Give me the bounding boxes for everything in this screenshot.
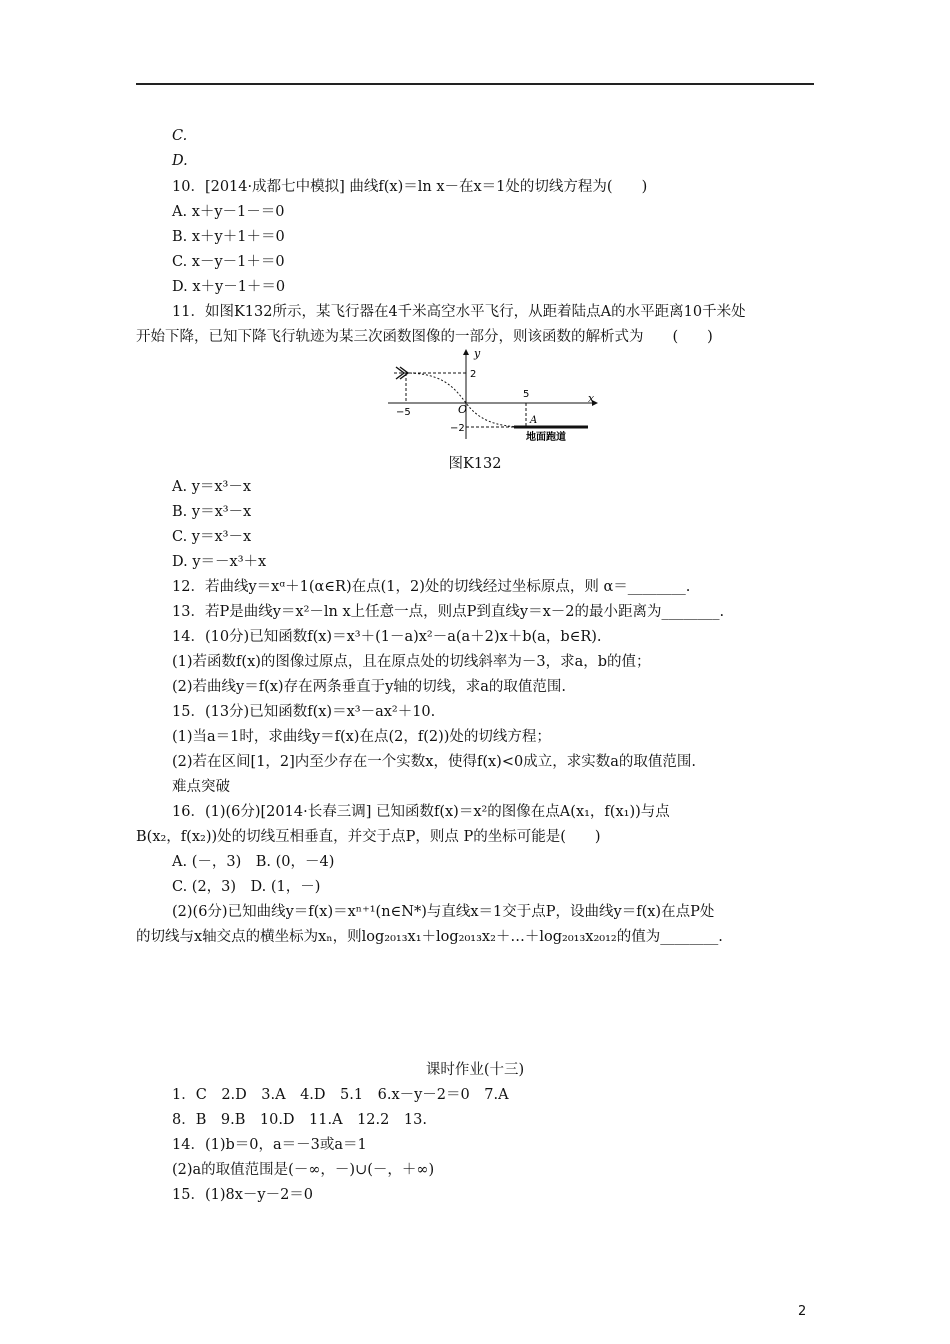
option-c-q9: C.	[172, 128, 188, 144]
x-axis-label: x	[588, 392, 595, 405]
section-heading: 难点突破	[172, 779, 230, 795]
question-10: 10．[2014·成都七中模拟] 曲线f(x)＝ln x－在x＝1处的切线方程为( )	[172, 179, 648, 195]
question-11-line2: 开始下降，已知下降飞行轨迹为某三次函数图像的一部分，则该函数的解析式为 ( )	[136, 329, 713, 345]
question-13: 13．若P是曲线y＝x²－ln x上任意一点，则点P到直线y＝x－2的最小距离为________.	[172, 604, 725, 620]
question-15: 15．(13分)已知函数f(x)＝x³－ax²＋10.	[172, 704, 436, 720]
trajectory-graph	[384, 347, 604, 447]
option-a-q11: A. y＝x³－x	[172, 479, 252, 495]
question-15-part1: (1)当a＝1时，求曲线y＝f(x)在点(2，f(2))处的切线方程；	[172, 729, 551, 745]
question-16-options-cd: C. (2，3) D. (1，－)	[172, 879, 321, 895]
question-16-part2-line1: (2)(6分)已知曲线y＝f(x)＝xⁿ⁺¹(n∈N*)与直线x＝1交于点P，设曲线y＝f(x)在点P处	[172, 904, 715, 920]
header-rule	[136, 83, 814, 85]
question-12: 12．若曲线y＝xᵅ＋1(α∈R)在点(1，2)处的切线经过坐标原点，则 α＝________.	[172, 579, 691, 595]
option-b-q11: B. y＝x³－x	[172, 504, 252, 520]
page-number: 2	[798, 1304, 807, 1319]
option-d-q10: D. x＋y－1＋＝0	[172, 279, 286, 295]
option-d-q11: D. y＝－x³＋x	[172, 554, 267, 570]
point-a-label: A	[530, 415, 538, 426]
runway-label: 地面跑道	[526, 432, 566, 443]
answer-line: 14．(1)b＝0，a＝－3或a＝1	[172, 1137, 367, 1153]
option-c-q11: C. y＝x³－x	[172, 529, 252, 545]
question-16-line1: 16．(1)(6分)[2014·长春三调] 已知函数f(x)＝x²的图像在点A(x₁，f(x₁))与点	[172, 804, 670, 820]
x-tick-left: −5	[396, 407, 411, 418]
x-tick-right: 5	[523, 389, 530, 400]
trajectory-figure	[384, 347, 604, 447]
question-16-part2-line2: 的切线与x轴交点的横坐标为xₙ，则log₂₀₁₃x₁＋log₂₀₁₃x₂＋…＋log₂₀₁₃x₂₀₁₂的值为________.	[136, 929, 723, 945]
option-b-q10: B. x＋y＋1＋＝0	[172, 229, 285, 245]
option-d-q9: D.	[172, 153, 188, 169]
answer-line: 15．(1)8x－y－2＝0	[172, 1187, 314, 1203]
answer-line: 8．B 9.B 10.D 11.A 12.2 13.	[172, 1112, 427, 1128]
answers-title: 课时作业(十三)	[425, 1062, 525, 1078]
y-tick-top: 2	[470, 369, 477, 380]
question-14: 14．(10分)已知函数f(x)＝x³＋(1－a)x²－a(a＋2)x＋b(a，b∈R).	[172, 629, 602, 645]
figure-caption: 图K132	[448, 456, 502, 472]
question-16-line2: B(x₂，f(x₂))处的切线互相垂直，并交于点P，则点 P的坐标可能是( )	[136, 829, 601, 845]
question-16-options-ab: A. (－，3) B. (0，－4)	[172, 854, 335, 870]
origin-label: O	[458, 403, 468, 416]
question-15-part2: (2)若在区间[1，2]内至少存在一个实数x，使得f(x)<0成立，求实数a的取值范围.	[172, 754, 696, 770]
y-tick-bottom: −2	[450, 423, 465, 434]
question-11-line1: 11．如图K132所示，某飞行器在4千米高空水平飞行，从距着陆点A的水平距离10千米处	[172, 304, 746, 320]
option-c-q10: C. x－y－1＋＝0	[172, 254, 285, 270]
option-a-q10: A. x＋y－1－＝0	[172, 204, 285, 220]
answer-line: (2)a的取值范围是(－∞，－)∪(－，＋∞)	[172, 1162, 435, 1178]
question-14-part2: (2)若曲线y＝f(x)存在两条垂直于y轴的切线，求a的取值范围.	[172, 679, 567, 695]
y-axis-label: y	[474, 347, 481, 360]
question-14-part1: (1)若函数f(x)的图像过原点，且在原点处的切线斜率为－3，求a，b的值；	[172, 654, 651, 670]
answer-line: 1．C 2.D 3.A 4.D 5.1 6.x－y－2＝0 7.A	[172, 1087, 509, 1103]
